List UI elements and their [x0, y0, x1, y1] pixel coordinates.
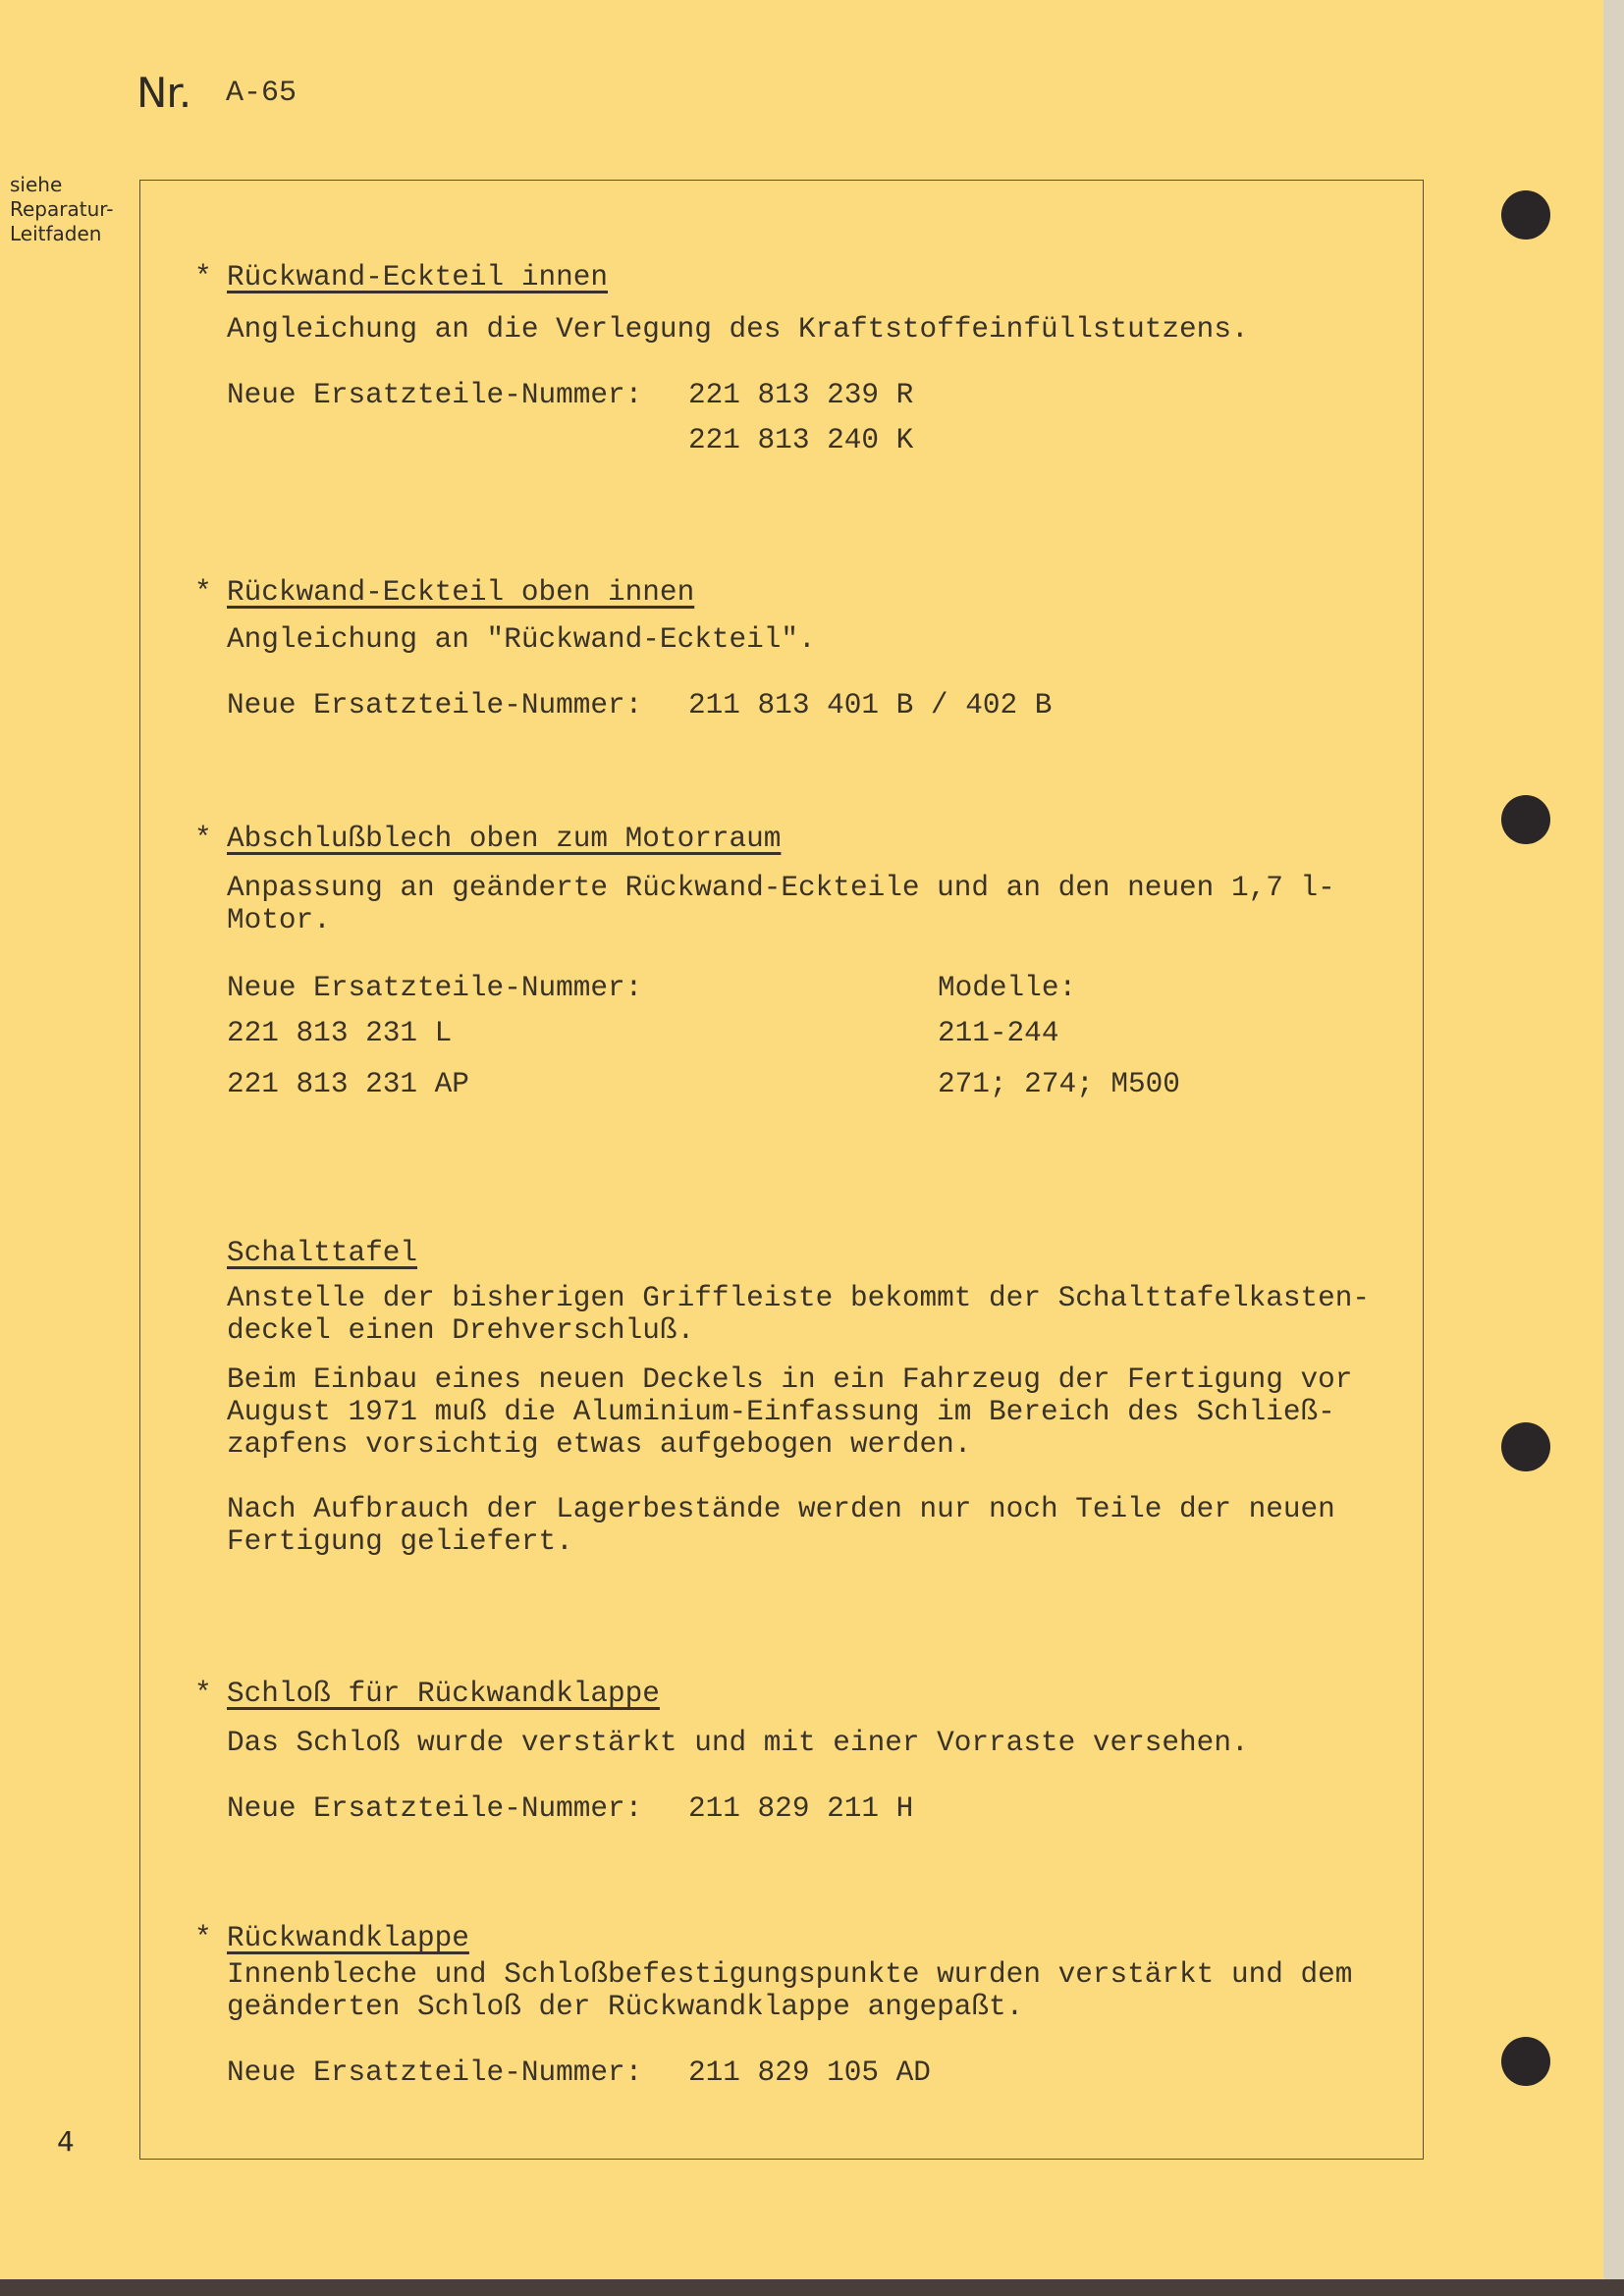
content-frame — [139, 180, 1424, 2160]
parts-label: Neue Ersatzteile-Nummer: — [227, 689, 643, 721]
section-title: Schalttafel — [227, 1237, 418, 1269]
section-title: Abschlußblech oben zum Motorraum — [227, 823, 782, 855]
part-number: 211 813 401 B / 402 B — [688, 689, 1053, 721]
change-marker-icon: * — [194, 1922, 212, 1954]
punch-hole-icon — [1501, 2037, 1550, 2086]
section-title: Rückwand-Eckteil innen — [227, 261, 609, 294]
section-body: geänderten Schloß der Rückwandklappe angepaßt. — [227, 1991, 1024, 2023]
sidebar-note-line: Leitfaden — [10, 222, 102, 245]
section-body: Das Schloß wurde verstärkt und mit einer Vorraste versehen. — [227, 1727, 1249, 1759]
sidebar-note-line: Reparatur- — [10, 197, 114, 221]
section-body: deckel einen Drehverschluß. — [227, 1314, 695, 1347]
scan-edge — [1603, 0, 1624, 2296]
part-number: 221 813 239 R — [688, 379, 914, 411]
document-number: A-65 — [226, 77, 298, 110]
model-range: 271; 274; M500 — [938, 1068, 1180, 1100]
section-body: Anstelle der bisherigen Griffleiste bekommt der Schalttafelkasten- — [227, 1282, 1371, 1314]
change-marker-icon: * — [194, 1678, 212, 1710]
section-title: Rückwand-Eckteil oben innen — [227, 576, 695, 609]
punch-hole-icon — [1501, 795, 1550, 844]
part-number: 211 829 211 H — [688, 1792, 914, 1825]
section-body: zapfens vorsichtig etwas aufgebogen werden. — [227, 1428, 972, 1461]
parts-label: Neue Ersatzteile-Nummer: — [227, 2056, 643, 2089]
sidebar-note-line: siehe — [10, 173, 63, 196]
part-number: 221 813 240 K — [688, 424, 914, 456]
sidebar-note — [10, 173, 113, 246]
section-body: Anpassung an geänderte Rückwand-Eckteile und an den neuen 1,7 l- — [227, 872, 1335, 904]
change-marker-icon: * — [194, 823, 212, 855]
section-body: Innenbleche und Schloßbefestigungspunkte wurden verstärkt und dem — [227, 1958, 1353, 1991]
parts-label: Neue Ersatzteile-Nummer: — [227, 1792, 643, 1825]
section-body: August 1971 muß die Aluminium-Einfassung im Bereich des Schließ- — [227, 1396, 1335, 1428]
part-number: 221 813 231 L — [227, 1017, 453, 1049]
punch-hole-icon — [1501, 1422, 1550, 1471]
change-marker-icon: * — [194, 261, 212, 294]
parts-label: Neue Ersatzteile-Nummer: — [227, 972, 643, 1004]
models-label: Modelle: — [938, 972, 1077, 1004]
section-body: Motor. — [227, 904, 331, 936]
part-number: 211 829 105 AD — [688, 2056, 931, 2089]
scan-bottom-edge — [0, 2279, 1624, 2296]
punch-hole-icon — [1501, 190, 1550, 240]
section-title: Rückwandklappe — [227, 1922, 469, 1954]
section-body: Nach Aufbrauch der Lagerbestände werden nur noch Teile der neuen — [227, 1493, 1335, 1525]
section-body: Fertigung geliefert. — [227, 1525, 573, 1558]
parts-label: Neue Ersatzteile-Nummer: — [227, 379, 643, 411]
section-body: Beim Einbau eines neuen Deckels in ein Fahrzeug der Fertigung vor — [227, 1363, 1353, 1396]
section-body: Angleichung an die Verlegung des Kraftstoffeinfüllstutzens. — [227, 313, 1249, 346]
model-range: 211-244 — [938, 1017, 1059, 1049]
part-number: 221 813 231 AP — [227, 1068, 469, 1100]
nr-label: Nr. — [136, 69, 191, 117]
change-marker-icon: * — [194, 576, 212, 609]
page-number: 4 — [57, 2125, 75, 2158]
section-title: Schloß für Rückwandklappe — [227, 1678, 660, 1710]
section-body: Angleichung an "Rückwand-Eckteil". — [227, 623, 816, 656]
